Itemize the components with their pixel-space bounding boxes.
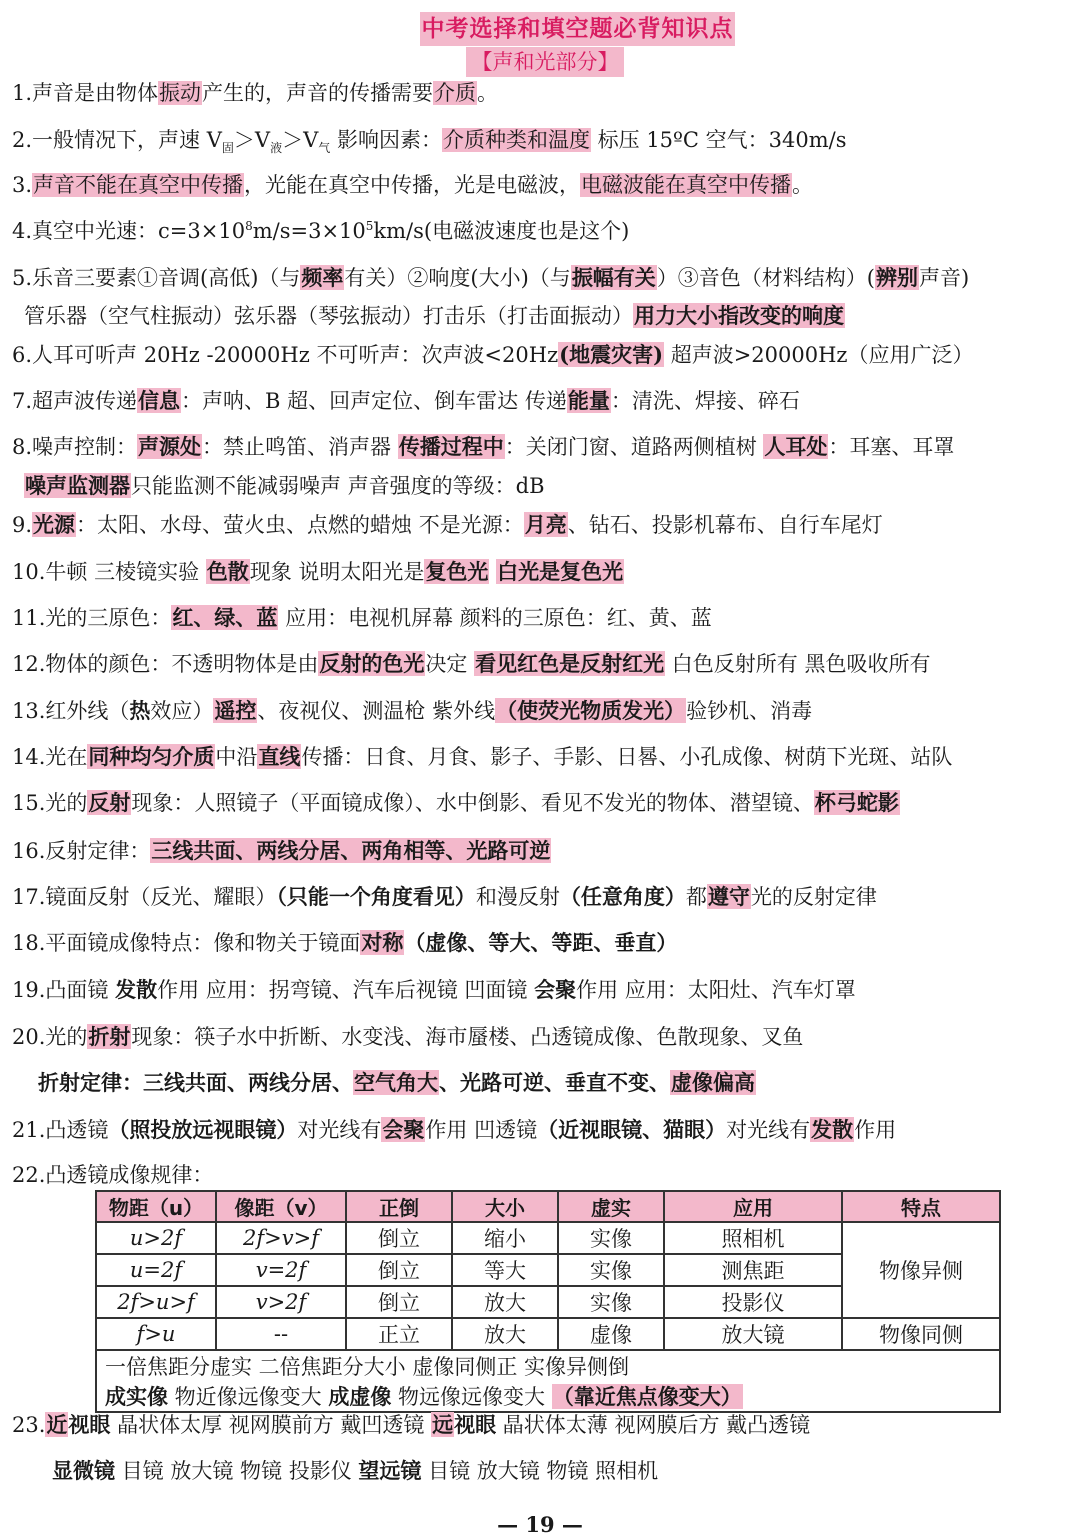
knowledge-line-l8 (12, 432, 1072, 462)
highlighted-text: 人耳处 (764, 434, 828, 459)
text-segment: 23. (12, 1413, 46, 1437)
knowledge-line-l15 (12, 788, 1072, 818)
highlighted-text: 近 (46, 1412, 68, 1437)
text-segment: 物近像远像变大 (168, 1385, 329, 1409)
text-segment: 管乐器（空气柱振动）弦乐器（琴弦振动）打击乐（打击面振动） (24, 304, 633, 328)
text-segment: 4.真空中光速：c=3×10 (12, 219, 246, 243)
text-segment: ）③音色（材料结构）( (656, 266, 876, 290)
text-segment: ＞V (233, 128, 271, 152)
text-segment: 会聚 (534, 977, 577, 1002)
knowledge-line-l11 (12, 603, 1072, 633)
text-segment: 热 (129, 698, 151, 723)
highlighted-text: 噪声监测器 (25, 473, 130, 498)
highlighted-text: 三线共面、两线分居、两角相等、光路可逆 (151, 838, 551, 863)
text-segment: 光的反射定律 (750, 885, 877, 909)
text-segment: 应用：电视机屏幕 颜料的三原色：红、黄、蓝 (278, 606, 712, 630)
highlighted-text: 看见红色是反射红光 (475, 651, 665, 676)
highlighted-text: 远 (432, 1412, 454, 1437)
table-cell: 实像 (558, 1286, 664, 1318)
text-segment: 成虚像 (328, 1384, 392, 1409)
text-segment: 作用 应用：拐弯镜、汽车后视镜 凹面镜 (157, 978, 535, 1002)
text-segment: （只能一个角度看见） (276, 884, 476, 909)
table-cell: v>2f (216, 1286, 346, 1318)
highlighted-text: 声音不能在真空中传播 (33, 173, 244, 197)
highlighted-text: 发散 (811, 1117, 854, 1142)
text-segment: 、钻石、投影机幕布、自行车尾灯 (567, 513, 883, 537)
text-segment: 晶状体太厚 视网膜前方 戴凹透镜 (110, 1413, 432, 1437)
table-cell: 实像 (558, 1254, 664, 1286)
highlighted-text: 辨别 (876, 265, 919, 290)
knowledge-line-l2 (12, 125, 1072, 155)
text-segment: 声音) (919, 266, 970, 290)
table-header-row (96, 1191, 1000, 1222)
highlighted-text: 遥控 (214, 698, 257, 723)
text-segment: 折射定律：三线共面、两线分居、 (38, 1070, 353, 1095)
text-segment: 超声波>20000Hz（应用广泛） (664, 343, 974, 367)
text-segment: m/s=3×10 (252, 219, 366, 243)
highlighted-text: 虚像偏高 (671, 1070, 755, 1095)
table-header: 特点 (842, 1191, 1000, 1222)
highlighted-text: 红、绿、蓝 (172, 605, 278, 630)
table-cell: 倒立 (346, 1286, 452, 1318)
knowledge-line-l20b (38, 1068, 1072, 1098)
text-segment: 5.乐音三要素①音调(高低)（与 (12, 266, 301, 290)
text-segment: 作用 (854, 1118, 897, 1142)
knowledge-line-l7 (12, 386, 1072, 416)
table-cell: 2f>u>f (96, 1286, 216, 1318)
highlighted-text: 光源 (33, 512, 76, 537)
text-segment: 16.反射定律： (12, 839, 151, 863)
table-header: 应用 (664, 1191, 842, 1222)
knowledge-line-l21 (12, 1115, 1072, 1145)
highlighted-text: 用力大小指改变的响度 (634, 303, 844, 328)
knowledge-line-l4 (12, 216, 1072, 246)
text-segment: ＞V (282, 128, 319, 152)
text-segment: 液 (270, 141, 283, 156)
knowledge-line-l8b (24, 471, 1072, 501)
table-cell: 缩小 (452, 1222, 558, 1254)
highlighted-text: 月亮 (524, 512, 567, 537)
highlighted-text: 传播过程中 (398, 434, 504, 459)
table-cell: 放大 (452, 1286, 558, 1318)
highlighted-text: （靠近焦点像变大） (552, 1384, 742, 1409)
table-header: 大小 (452, 1191, 558, 1222)
knowledge-line-l23 (12, 1410, 1072, 1440)
text-segment: 13.红外线（ (12, 699, 130, 723)
text-segment: 7.超声波传递 (12, 389, 138, 413)
text-segment: 显微镜 (52, 1458, 115, 1483)
highlighted-text: 折射 (88, 1024, 131, 1049)
table-header: 正倒 (346, 1191, 452, 1222)
highlighted-text: 对称 (361, 930, 404, 955)
highlighted-text: 复色光 (425, 559, 489, 584)
page-subtitle: 【声和光部分】 (466, 47, 624, 77)
table-cell-feature: 物像异侧 (842, 1222, 1000, 1318)
highlighted-text: 空气角大 (354, 1070, 438, 1095)
highlighted-text: 会聚 (382, 1117, 425, 1142)
table-cell: v=2f (216, 1254, 346, 1286)
text-segment: 发散 (115, 977, 158, 1002)
table-cell: 放大 (452, 1318, 558, 1350)
text-segment: 5 (365, 219, 374, 233)
highlighted-text: 电磁波能在真空中传播 (581, 173, 792, 197)
highlighted-text: 遵守 (707, 884, 750, 909)
text-segment: 和漫反射 (475, 885, 560, 909)
text-segment: 、光路可逆、垂直不变、 (439, 1070, 670, 1095)
text-segment: 都 (685, 885, 707, 909)
text-segment: 影响因素： (330, 128, 442, 152)
text-segment: 效应） (150, 699, 214, 723)
text-segment: 晶状体太薄 视网膜后方 戴凸透镜 (496, 1413, 811, 1437)
knowledge-line-l13 (12, 696, 1072, 726)
text-segment: 17.镜面反射（反光、耀眼） (12, 885, 277, 909)
knowledge-line-l16 (12, 836, 1072, 866)
text-segment: 21.凸透镜 (12, 1118, 109, 1142)
text-segment: ，光能在真空中传播，光是电磁波， (244, 173, 581, 197)
text-segment: 8 (245, 219, 253, 233)
highlighted-text: 振动 (159, 81, 202, 105)
text-segment: km/s(电磁波速度也是这个) (373, 219, 630, 243)
text-segment: 作用 凹透镜 (425, 1118, 538, 1142)
knowledge-line-l23b (52, 1456, 1072, 1486)
text-segment: 对光线有 (726, 1118, 811, 1142)
text-segment: ：耳塞、耳罩 (828, 435, 955, 459)
text-segment: 11.光的三原色： (12, 606, 172, 630)
table-cell: 照相机 (664, 1222, 842, 1254)
knowledge-line-l5 (12, 263, 1072, 293)
table-cell: -- (216, 1318, 346, 1350)
text-segment: 白色反射所有 黑色吸收所有 (665, 652, 931, 676)
page-title: 中考选择和填空题必背知识点 (420, 12, 735, 46)
text-segment: 15.光的 (12, 791, 88, 815)
highlighted-text: (地震灾害) (559, 342, 664, 367)
knowledge-line-l6 (12, 340, 1072, 370)
text-segment: 目镜 放大镜 物镜 照相机 (421, 1459, 659, 1483)
text-segment: ：清洗、焊接、碎石 (610, 389, 800, 413)
table-cell: 虚像 (558, 1318, 664, 1350)
highlighted-text: 信息 (138, 388, 181, 413)
table-cell: f>u (96, 1318, 216, 1350)
text-segment: 。 (792, 173, 814, 197)
text-segment: 对光线有 (297, 1118, 382, 1142)
text-segment: 产生的，声音的传播需要 (202, 81, 434, 105)
text-segment: 望远镜 (358, 1458, 422, 1483)
knowledge-line-l18 (12, 928, 1072, 958)
highlighted-text: 直线 (258, 744, 301, 769)
highlighted-text: 反射 (88, 790, 131, 815)
table-cell: u=2f (96, 1254, 216, 1286)
text-segment: 物远像远像变大 (391, 1385, 552, 1409)
text-segment: 14.光在 (12, 745, 88, 769)
knowledge-line-l1 (12, 78, 1072, 108)
highlighted-text: 能量 (567, 388, 610, 413)
text-segment: （近视眼镜、猫眼） (537, 1117, 727, 1142)
table-cell-feature: 物像同侧 (842, 1318, 1000, 1350)
table-cell: 等大 (452, 1254, 558, 1286)
text-segment: 18.平面镜成像特点：像和物关于镜面 (12, 931, 361, 955)
text-segment: 、夜视仪、测温枪 紫外线 (257, 699, 496, 723)
table-row (96, 1222, 1000, 1254)
highlighted-text: 频率 (301, 265, 344, 290)
text-segment: 传播：日食、月食、影子、手影、日晷、小孔成像、树荫下光斑、站队 (301, 745, 953, 769)
table-cell: 投影仪 (664, 1286, 842, 1318)
table-cell: 2f>v>f (216, 1222, 346, 1254)
knowledge-line-l20 (12, 1022, 1072, 1052)
highlighted-text: （使荧光物质发光） (496, 698, 686, 723)
text-segment: 决定 (425, 652, 475, 676)
text-segment: 20.光的 (12, 1025, 88, 1049)
text-segment: 。 (477, 81, 499, 105)
table-cell: 放大镜 (664, 1318, 842, 1350)
knowledge-line-l9 (12, 510, 1072, 540)
knowledge-line-l3 (12, 170, 1072, 200)
text-segment: （照投放远视眼镜） (108, 1117, 298, 1142)
text-segment: 视眼 (454, 1412, 497, 1437)
text-segment: ：禁止鸣笛、消声器 (202, 435, 398, 459)
highlighted-text: 介质种类和温度 (442, 128, 590, 152)
highlighted-text: 同种均匀介质 (88, 744, 215, 769)
knowledge-line-l19 (12, 975, 1072, 1005)
text-segment: （虚像、等大、等距、垂直） (404, 930, 678, 955)
text-segment: 作用 应用：太阳灶、汽车灯罩 (576, 978, 856, 1002)
text-segment: 22.凸透镜成像规律： (12, 1163, 214, 1187)
text-segment: 12.物体的颜色：不透明物体是由 (12, 652, 319, 676)
text-segment: ：声呐、B 超、回声定位、倒车雷达 传递 (181, 389, 567, 413)
text-segment: 验钞机、消毒 (686, 699, 813, 723)
table-cell: 倒立 (346, 1254, 452, 1286)
text-segment: 标压 15ºC 空气：340m/s (590, 128, 847, 152)
table-header: 像距（v） (216, 1191, 346, 1222)
highlighted-text: 色散 (206, 559, 249, 584)
text-segment: 气 (318, 141, 331, 156)
page-number: — 19 — (497, 1512, 583, 1537)
text-segment: 现象：人照镜子（平面镜成像）、水中倒影、看见不发光的物体、潜望镜、 (131, 791, 814, 815)
knowledge-line-l22 (12, 1160, 1072, 1190)
knowledge-line-l10 (12, 557, 1072, 587)
text-segment: 3. (12, 173, 33, 197)
text-segment: 2.一般情况下，声速 V (12, 128, 222, 152)
text-segment: 9. (12, 513, 33, 537)
table-note-1: 一倍焦距分虚实 二倍焦距分大小 虚像同侧正 实像异侧倒 (96, 1350, 1000, 1381)
table-cell: 正立 (346, 1318, 452, 1350)
text-segment: 8.噪声控制： (12, 435, 138, 459)
text-segment: 固 (221, 141, 234, 156)
text-segment: 目镜 放大镜 物镜 投影仪 (115, 1459, 359, 1483)
text-segment: 中沿 (215, 745, 258, 769)
highlighted-text: 杯弓蛇影 (814, 790, 899, 815)
table-row (96, 1318, 1000, 1350)
table-note-row (96, 1381, 1000, 1412)
text-segment: 19.凸面镜 (12, 978, 116, 1002)
text-segment: ：太阳、水母、萤火虫、点燃的蜡烛 不是光源： (76, 513, 524, 537)
highlighted-text: 振幅有关 (571, 265, 656, 290)
text-segment: 10.牛顿 三棱镜实验 (12, 560, 206, 584)
highlighted-text: 介质 (434, 81, 477, 105)
knowledge-line-l5b (24, 301, 1072, 331)
table-cell: 实像 (558, 1222, 664, 1254)
table-cell: u>2f (96, 1222, 216, 1254)
knowledge-line-l12 (12, 649, 1072, 679)
table-cell: 测焦距 (664, 1254, 842, 1286)
text-segment: 成实像 (105, 1384, 168, 1409)
convex-lens-table (95, 1190, 1001, 1413)
highlighted-text: 反射的色光 (319, 651, 425, 676)
text-segment: 1.声音是由物体 (12, 81, 159, 105)
table-header: 物距（u） (96, 1191, 216, 1222)
table-header: 虚实 (558, 1191, 664, 1222)
highlighted-text: 声源处 (138, 434, 202, 459)
text-segment: 只能监测不能减弱噪声 声音强度的等级：dB (131, 474, 545, 498)
text-segment: ：关闭门窗、道路两侧植树 (504, 435, 764, 459)
table-note-row (96, 1350, 1000, 1381)
text-segment: 现象 说明太阳光是 (249, 560, 425, 584)
table-note-2 (96, 1381, 1000, 1412)
text-segment: （任意角度） (559, 884, 686, 909)
text-segment: 有关）②响度(大小)（与 (344, 266, 571, 290)
table-cell: 倒立 (346, 1222, 452, 1254)
text-segment: 现象：筷子水中折断、水变浅、海市蜃楼、凸透镜成像、色散现象、叉鱼 (131, 1025, 804, 1049)
highlighted-text: 白光是复色光 (497, 559, 624, 584)
text-segment: 6.人耳可听声 20Hz -20000Hz 不可听声：次声波<20Hz (12, 343, 559, 367)
text-segment: 视眼 (68, 1412, 111, 1437)
knowledge-line-l14 (12, 742, 1072, 772)
knowledge-line-l17 (12, 882, 1072, 912)
